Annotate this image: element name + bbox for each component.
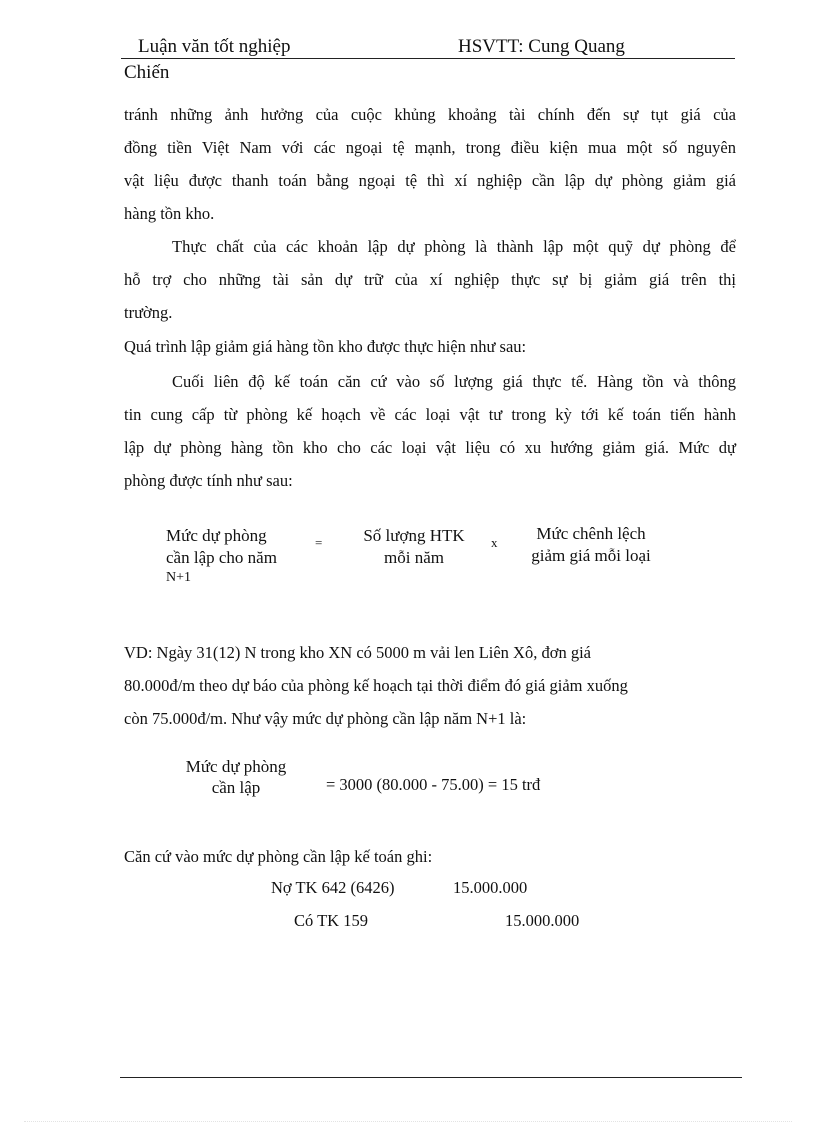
credit-account: Có TK 159 — [294, 911, 368, 930]
example-line: 80.000đ/m theo dự báo của phòng kế hoạch tại thời điểm đó giá giảm xuống — [124, 676, 628, 695]
header-rule — [121, 58, 735, 59]
header-author: HSVTT: Cung Quang — [458, 36, 625, 57]
formula-left-line: cần lập cho năm — [166, 548, 277, 567]
example-line: còn 75.000đ/m. Như vậy mức dự phòng cần lập năm N+1 là: — [124, 709, 527, 728]
footer-rule — [120, 1077, 742, 1078]
header-title: Luận văn tốt nghiệp — [138, 36, 291, 57]
formula-equals-sign: = — [315, 535, 323, 550]
formula-times-sign: x — [491, 535, 498, 550]
paragraph-line: lập dự phòng hàng tồn kho cho các loại vật liệu có xu hướng giảm giá. Mức dự — [124, 438, 736, 457]
formula-left-term — [166, 525, 277, 587]
paragraph-line: Cuối liên độ kế toán căn cứ vào số lượng giá thực tế. Hàng tồn và thông — [172, 372, 736, 391]
paragraph-line: tránh những ảnh hưởng của cuộc khủng khoảng tài chính đến sự tụt giá của — [124, 105, 736, 124]
paragraph-line: tin cung cấp từ phòng kế hoạch về các loại vật tư trong kỳ tới kế toán tiến hành — [124, 405, 736, 424]
paragraph-line: hàng tồn kho. — [124, 204, 215, 223]
paragraph-3: Quá trình lập giảm giá hàng tồn kho được thực hiện như sau: — [124, 337, 527, 356]
formula-right-line: giảm giá mỗi loại — [531, 546, 651, 565]
paragraph-line: hỗ trợ cho những tài sản dự trữ của xí nghiệp thực sự bị giảm giá trên thị — [124, 270, 736, 289]
journal-intro: Căn cứ vào mức dự phòng cần lập kế toán ghi: — [124, 847, 433, 866]
header-author-continuation: Chiến — [124, 62, 170, 83]
formula-middle-term — [350, 525, 478, 569]
paragraph-line: trường. — [124, 303, 173, 322]
formula-middle-line: Số lượng HTK — [363, 526, 465, 545]
formula-left-line: Mức dự phòng — [166, 526, 267, 545]
example-label-line: Mức dự phòng — [185, 757, 287, 776]
paragraph-line: đồng tiền Việt Nam với các ngoại tệ mạnh, trong điều kiện mua một số nguyên — [124, 138, 736, 157]
example-line: VD: Ngày 31(12) N trong kho XN có 5000 m vải len Liên Xô, đơn giá — [124, 643, 591, 662]
formula-right-term — [516, 523, 666, 567]
example-label-line: cần lập — [211, 778, 261, 797]
paragraph-line: Thực chất của các khoản lập dự phòng là thành lập một quỹ dự phòng để — [172, 237, 736, 256]
paragraph-line: phòng được tính như sau: — [124, 471, 293, 490]
debit-amount: 15.000.000 — [453, 878, 528, 897]
formula-middle-line: mỗi năm — [384, 548, 444, 567]
credit-amount: 15.000.000 — [505, 911, 580, 930]
example-label — [170, 756, 302, 798]
debit-account: Nợ TK 642 (6426) — [271, 878, 395, 897]
formula-right-line: Mức chênh lệch — [536, 524, 646, 543]
paragraph-line: vật liệu được thanh toán bằng ngoại tệ thì xí nghiệp cần lập dự phòng giảm giá — [124, 171, 736, 190]
page-bottom-dotted-rule — [24, 1121, 792, 1122]
example-calculation: = 3000 (80.000 - 75.00) = 15 trđ — [326, 775, 541, 794]
formula-left-line: N+1 — [166, 570, 192, 585]
